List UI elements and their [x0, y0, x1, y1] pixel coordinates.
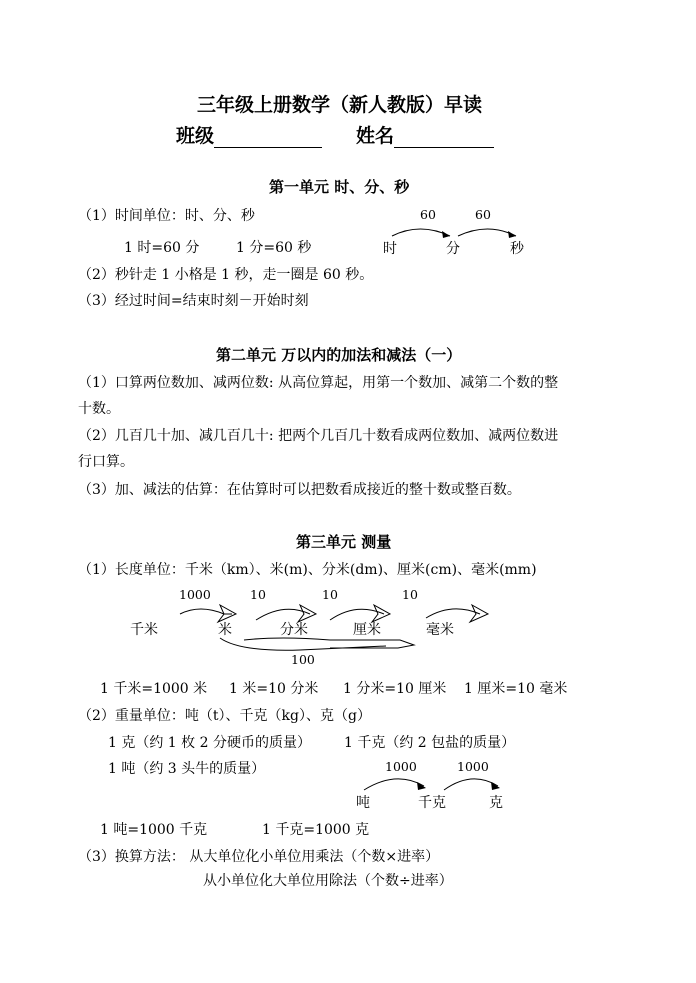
length-unit-dm: 分米 — [280, 622, 308, 638]
arrow-ton-to-kilogram — [364, 779, 424, 790]
length-unit-m: 米 — [218, 622, 232, 638]
weight-example-ton: 1 吨（约 3 头牛的质量） — [108, 761, 266, 777]
unit3-heading: 第三单元 测量 — [296, 533, 392, 551]
length-rate-cm-mm: 10 — [402, 587, 418, 602]
length-eq-km-m: 1 千米=1000 米 — [100, 681, 208, 697]
unit3-item1: （1）长度单位：千米（km）、米(m)、分米(dm)、厘米(cm)、毫米(mm) — [78, 562, 537, 578]
time-unit-minute: 分 — [446, 241, 460, 257]
length-rate-m-dm: 10 — [250, 587, 266, 602]
unit1-heading: 第一单元 时、分、秒 — [269, 178, 410, 196]
length-unit-mm: 毫米 — [426, 622, 454, 638]
weight-eq-kg-g: 1 千克=1000 克 — [262, 822, 370, 838]
length-rate-dm-cm: 10 — [322, 587, 338, 602]
page-title: 三年级上册数学（新人教版）早读 — [197, 94, 483, 116]
unit1-eq1: 1 时=60 分 — [124, 240, 200, 256]
name-label: 姓名 — [356, 125, 395, 147]
weight-unit-gram: 克 — [489, 795, 503, 811]
length-rate-m-cm: 100 — [291, 652, 315, 667]
length-eq-dm-cm: 1 分米=10 厘米 — [343, 681, 447, 697]
weight-example-gram: 1 克（约 1 枚 2 分硬币的质量） — [108, 735, 311, 751]
length-eq-m-dm: 1 米=10 分米 — [229, 681, 319, 697]
weight-example-kilogram: 1 千克（约 2 包盐的质量） — [344, 735, 516, 751]
length-eq-cm-mm: 1 厘米=10 毫米 — [464, 681, 568, 697]
length-rate-km-m: 1000 — [179, 587, 211, 602]
unit1-item2: （2）秒针走 1 小格是 1 秒，走一圈是 60 秒。 — [78, 267, 374, 283]
time-rate-1: 60 — [420, 207, 436, 222]
time-rate-2: 60 — [475, 207, 491, 222]
time-unit-hour: 时 — [383, 241, 397, 257]
unit3-item3-line1: （3）换算方法： 从大单位化小单位用乘法（个数×进率） — [78, 849, 440, 865]
time-unit-second: 秒 — [510, 241, 524, 257]
weight-rate-kg-g: 1000 — [457, 759, 489, 774]
length-unit-km: 千米 — [130, 622, 158, 638]
unit2-heading: 第二单元 万以内的加法和减法（一） — [216, 346, 462, 364]
weight-unit-ton: 吨 — [356, 795, 370, 811]
unit2-item1-line1: （1）口算两位数加、减两位数: 从高位算起，用第一个数加、减第二个数的整 — [78, 375, 559, 391]
unit2-item1-line2: 十数。 — [78, 401, 120, 417]
unit1-eq2: 1 分=60 秒 — [236, 240, 312, 256]
unit2-item2-line1: （2）几百几十加、减几百几十: 把两个几百几十数看成两位数加、减两位数进 — [78, 428, 559, 444]
weight-rate-t-kg: 1000 — [385, 759, 417, 774]
arrow-kilogram-to-gram — [444, 779, 498, 790]
weight-eq-t-kg: 1 吨=1000 千克 — [100, 822, 208, 838]
unit3-item3-line2: 从小单位化大单位用除法（个数÷进率） — [203, 873, 453, 889]
unit2-item3: （3）加、减法的估算：在估算时可以把数看成接近的整十数或整百数。 — [78, 482, 521, 498]
unit2-item2-line2: 行口算。 — [78, 454, 134, 470]
class-label: 班级 — [176, 125, 215, 147]
unit3-item2: （2）重量单位：吨（t）、千克（kg）、克（g） — [78, 708, 371, 724]
unit1-item3: （3）经过时间=结束时刻－开始时刻 — [78, 293, 309, 309]
unit1-item1: （1）时间单位：时、分、秒 — [78, 208, 255, 224]
weight-unit-kilogram: 千克 — [418, 795, 446, 811]
length-unit-cm: 厘米 — [353, 622, 381, 638]
